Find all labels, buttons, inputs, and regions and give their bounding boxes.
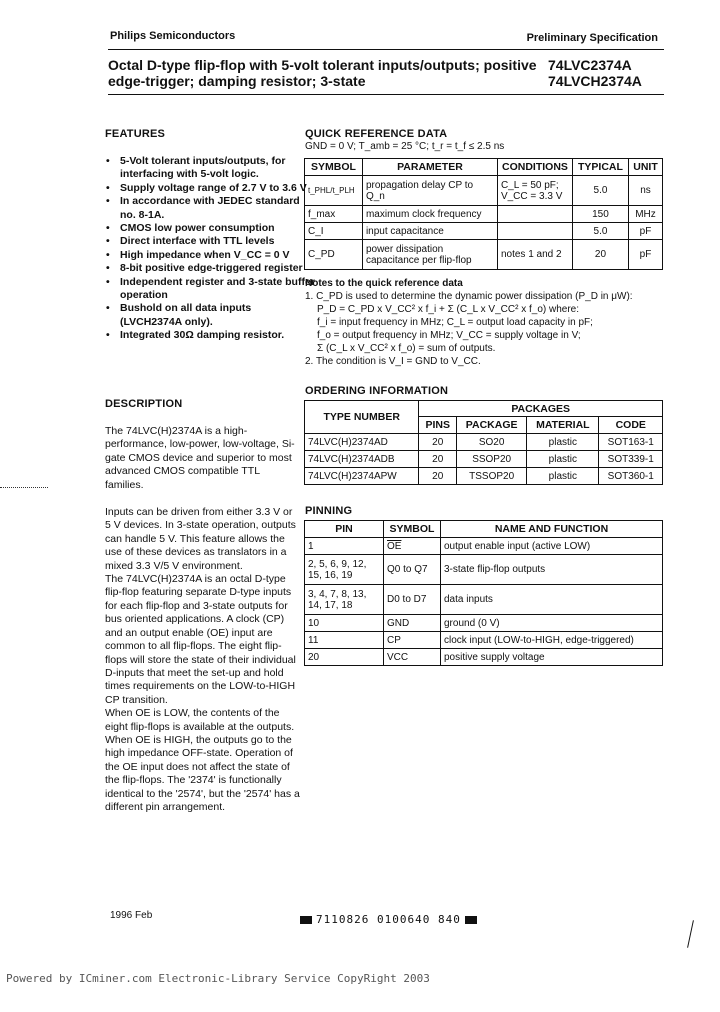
notes-heading: Notes to the quick reference data xyxy=(305,278,463,289)
ordering-heading: ORDERING INFORMATION xyxy=(305,385,449,397)
list-item: • CMOS low power consumption xyxy=(120,222,316,235)
ordering-subheader: CODE xyxy=(599,417,663,434)
part-numbers xyxy=(548,57,642,89)
pinning-heading: PINNING xyxy=(305,505,353,517)
qrd-header-conditions: CONDITIONS xyxy=(497,159,572,176)
qrd-header-typical: TYPICAL xyxy=(572,159,628,176)
list-item: • 5-Volt tolerant inputs/outputs, for interfacing with 5-volt logic. xyxy=(120,155,316,182)
pinning-cell: 3-state flip-flop outputs xyxy=(441,555,663,585)
ordering-cell: plastic xyxy=(527,468,599,485)
table-row xyxy=(305,176,663,206)
ordering-cell: SSOP20 xyxy=(457,451,527,468)
table-row xyxy=(305,649,663,666)
pinning-cell: data inputs xyxy=(441,585,663,615)
powered-by-banner: Powered by ICminer.com Electronic-Library Service CopyRight 2003 xyxy=(6,972,430,985)
qrd-cell: 150 xyxy=(572,206,628,223)
qrd-cell xyxy=(497,206,572,223)
qrd-conditions: GND = 0 V; T_amb = 25 °C; t_r = t_f ≤ 2.5 ns xyxy=(305,141,505,152)
page-title: Octal D-type flip-flop with 5-volt tolerant inputs/outputs; positive edge-trigger; damping resistor; 3-state xyxy=(108,57,537,89)
qrd-cell: f_max xyxy=(305,206,363,223)
part-number-2: 74LVCH2374A xyxy=(548,73,642,89)
pinning-cell: $\overline{OE}$ xyxy=(384,538,441,555)
ordering-cell: 74LVC(H)2374AD xyxy=(305,434,419,451)
pinning-cell: positive supply voltage xyxy=(441,649,663,666)
features-list xyxy=(104,155,316,343)
ordering-header-packages: PACKAGES xyxy=(419,401,663,417)
description-paragraph: The 74LVC(H)2374A is an octal D-type flip-flop featuring separate D-type inputs for each flip-flop and 3-state outputs for bus oriented applications. A clock (CP) and an output enable (OE) input are common to all flip-flops. The eight flip-flops will store the state of their individual D-inputs that meet the set-up and hold times requirements on the LOW-to-HIGH CP transition. xyxy=(105,573,296,706)
pinning-header: PIN xyxy=(305,521,384,538)
qrd-cell: C_L = 50 pF; V_CC = 3.3 V xyxy=(497,176,572,206)
list-item: • Independent register and 3-state buffer operation xyxy=(120,276,316,303)
pinning-cell: 11 xyxy=(305,632,384,649)
features-heading: FEATURES xyxy=(105,128,166,140)
pinning-cell: VCC xyxy=(384,649,441,666)
pinning-cell: ground (0 V) xyxy=(441,615,663,632)
pinning-cell: output enable input (active LOW) xyxy=(441,538,663,555)
description-heading: DESCRIPTION xyxy=(105,398,183,410)
qrd-cell: C_PD xyxy=(305,240,363,270)
doc-type: Preliminary Specification xyxy=(526,32,658,44)
ordering-subheader: PACKAGE xyxy=(457,417,527,434)
barcode-text: 7110826 0100640 840 xyxy=(316,913,461,926)
ordering-cell: 74LVC(H)2374ADB xyxy=(305,451,419,468)
barcode-line xyxy=(296,913,481,926)
table-row xyxy=(305,434,663,451)
qrd-cell: input capacitance xyxy=(362,223,497,240)
pinning-cell: 1 xyxy=(305,538,384,555)
ordering-cell: SOT360-1 xyxy=(599,468,663,485)
table-row xyxy=(305,615,663,632)
table-row xyxy=(305,538,663,555)
company-name: Philips Semiconductors xyxy=(110,30,236,42)
qrd-cell: pF xyxy=(628,223,662,240)
description-paragraph: When OE is LOW, the contents of the eight flip-flops is available at the outputs. When OE is HIGH, the outputs go to the high impedance OFF-state. Operation of the OE input does not affect the state of the flip-flops. The '2374' is functionally identical to the '2574', but the '2574' has a different pin arrangement. xyxy=(105,707,300,813)
ordering-cell: plastic xyxy=(527,451,599,468)
note-2: 2. The condition is V_I = GND to V_CC. xyxy=(305,356,481,367)
list-item: • In accordance with JEDEC standard no. 8-1A. xyxy=(120,195,316,222)
qrd-cell: 5.0 xyxy=(572,223,628,240)
note-1d: Σ (C_L x V_CC² x f_o) = sum of outputs. xyxy=(317,343,496,354)
qrd-heading: QUICK REFERENCE DATA xyxy=(305,128,448,140)
qrd-header-parameter: PARAMETER xyxy=(362,159,497,176)
ordering-cell: 74LVC(H)2374APW xyxy=(305,468,419,485)
ordering-cell: SO20 xyxy=(457,434,527,451)
pinning-cell: 10 xyxy=(305,615,384,632)
qrd-cell: pF xyxy=(628,240,662,270)
header-rule xyxy=(108,49,664,50)
ordering-cell: SOT339-1 xyxy=(599,451,663,468)
qrd-notes xyxy=(305,277,665,368)
ordering-cell: TSSOP20 xyxy=(457,468,527,485)
footer-date: 1996 Feb xyxy=(110,910,153,921)
part-number-1: 74LVC2374A xyxy=(548,57,632,73)
qrd-header-symbol: SYMBOL xyxy=(305,159,363,176)
qrd-cell: power dissipation capacitance per flip-flop xyxy=(362,240,497,270)
list-item: • Supply voltage range of 2.7 V to 3.6 V xyxy=(120,182,316,195)
pinning-cell: 3, 4, 7, 8, 13, 14, 17, 18 xyxy=(305,585,384,615)
qrd-cell: maximum clock frequency xyxy=(362,206,497,223)
table-row xyxy=(305,468,663,485)
list-item: • Bushold on all data inputs (LVCH2374A only). xyxy=(120,302,316,329)
pinning-header: NAME AND FUNCTION xyxy=(441,521,663,538)
qrd-cell: 5.0 xyxy=(572,176,628,206)
list-item: • Integrated 30Ω damping resistor. xyxy=(120,329,316,342)
scan-mark xyxy=(687,920,694,948)
qrd-cell: propagation delay CP to Q_n xyxy=(362,176,497,206)
qrd-cell: C_I xyxy=(305,223,363,240)
table-row xyxy=(305,451,663,468)
description-paragraph: Inputs can be driven from either 3.3 V or 5 V devices. In 3-state operation, outputs can handle 5 V. This feature allows the use of these devices as translators in a mixed 3.3 V/5 V environment. xyxy=(105,506,296,572)
ordering-cell: SOT163-1 xyxy=(599,434,663,451)
list-item: • Direct interface with TTL levels xyxy=(120,235,316,248)
list-item: • High impedance when V_CC = 0 V xyxy=(120,249,316,262)
qrd-header-unit: UNIT xyxy=(628,159,662,176)
pinning-header: SYMBOL xyxy=(384,521,441,538)
note-1c: f_o = output frequency in MHz; V_CC = supply voltage in V; xyxy=(317,330,581,341)
ordering-cell: plastic xyxy=(527,434,599,451)
pinning-cell: 2, 5, 6, 9, 12, 15, 16, 19 xyxy=(305,555,384,585)
ordering-header-type: TYPE NUMBER xyxy=(305,401,419,434)
barcode-block xyxy=(300,916,312,924)
ordering-table xyxy=(304,400,663,485)
table-row xyxy=(305,585,663,615)
description-text xyxy=(105,425,301,814)
table-row xyxy=(305,206,663,223)
ordering-subheader: PINS xyxy=(419,417,457,434)
qrd-cell: 20 xyxy=(572,240,628,270)
title-rule xyxy=(108,94,664,95)
note-1: 1. C_PD is used to determine the dynamic power dissipation (P_D in μW): xyxy=(305,291,633,302)
list-item: • 8-bit positive edge-triggered register xyxy=(120,262,316,275)
description-paragraph: The 74LVC(H)2374A is a high-performance, low-power, low-voltage, Si-gate CMOS device and superior to most advanced CMOS compatible TTL families. xyxy=(105,425,295,491)
pinning-cell: D0 to D7 xyxy=(384,585,441,615)
pinning-cell: GND xyxy=(384,615,441,632)
scan-artifact xyxy=(0,487,48,491)
table-row xyxy=(305,632,663,649)
ordering-cell: 20 xyxy=(419,468,457,485)
pinning-table xyxy=(304,520,663,666)
qrd-cell xyxy=(497,223,572,240)
qrd-cell: t_PHL/t_PLH xyxy=(305,176,363,206)
ordering-cell: 20 xyxy=(419,434,457,451)
quick-reference-table xyxy=(304,158,663,270)
qrd-cell: ns xyxy=(628,176,662,206)
table-row xyxy=(305,240,663,270)
pinning-cell: Q0 to Q7 xyxy=(384,555,441,585)
note-1b: f_i = input frequency in MHz; C_L = output load capacity in pF; xyxy=(317,317,593,328)
pinning-cell: 20 xyxy=(305,649,384,666)
table-row xyxy=(305,223,663,240)
ordering-cell: 20 xyxy=(419,451,457,468)
barcode-block xyxy=(465,916,477,924)
ordering-subheader: MATERIAL xyxy=(527,417,599,434)
qrd-cell: MHz xyxy=(628,206,662,223)
pinning-cell: CP xyxy=(384,632,441,649)
table-row xyxy=(305,555,663,585)
pinning-cell: clock input (LOW-to-HIGH, edge-triggered) xyxy=(441,632,663,649)
qrd-cell: notes 1 and 2 xyxy=(497,240,572,270)
note-1a: P_D = C_PD x V_CC² x f_i + Σ (C_L x V_CC² x f_o) where: xyxy=(317,304,580,315)
